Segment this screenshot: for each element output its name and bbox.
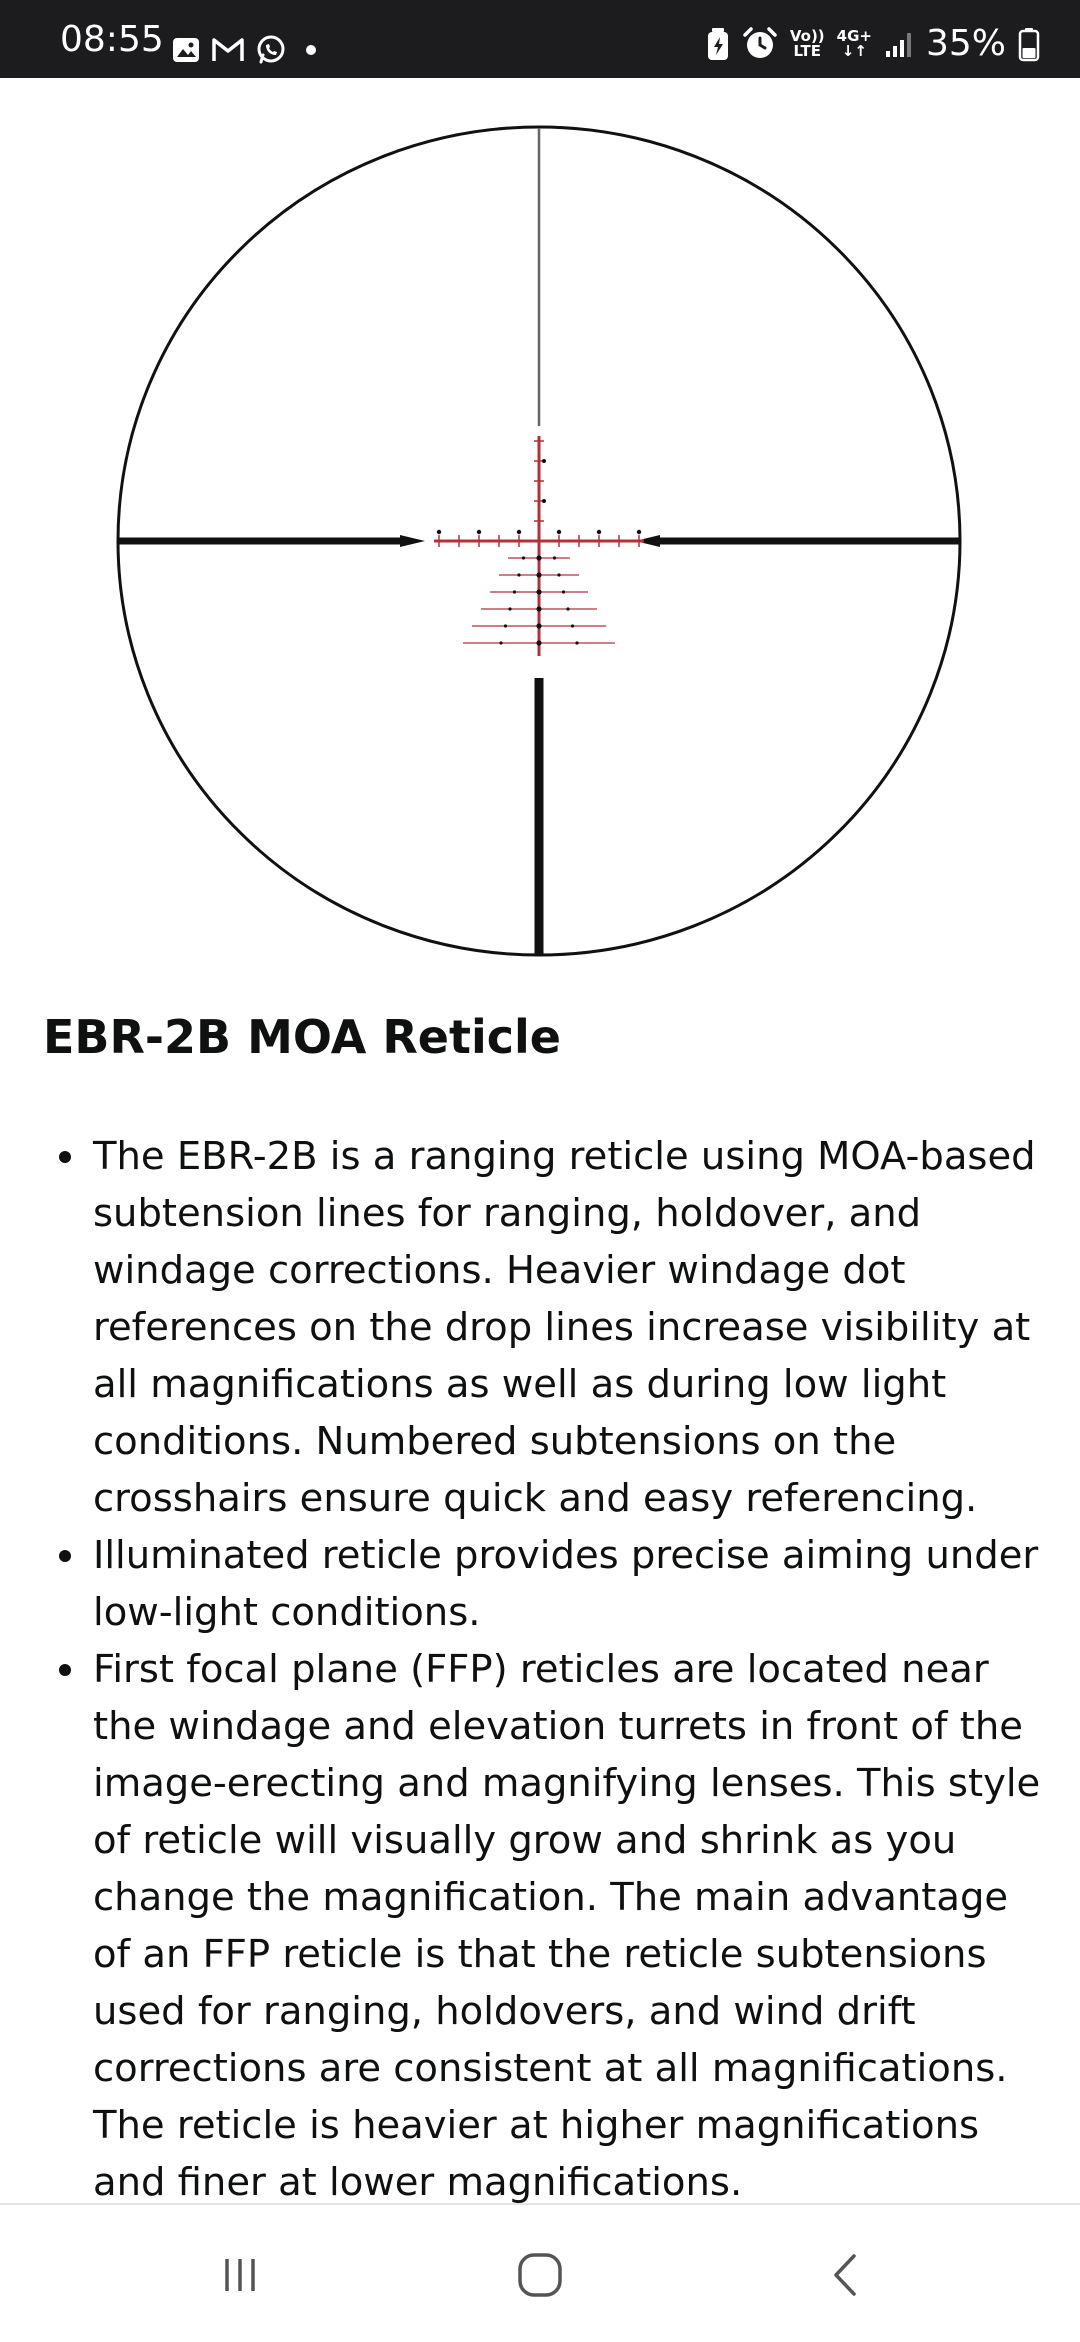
holdover-windage-dot xyxy=(571,624,574,627)
holdover-center-dot xyxy=(536,606,541,611)
image-icon xyxy=(170,34,202,66)
volte-label-top: Vo)) xyxy=(789,27,825,45)
recent-apps-button[interactable] xyxy=(200,2245,280,2305)
home-button[interactable] xyxy=(500,2245,580,2305)
product-description-content[interactable] xyxy=(0,78,1080,2203)
holdover-windage-dot xyxy=(562,590,565,593)
holdover-windage-dot xyxy=(517,573,520,576)
feature-bullet-text: Illuminated reticle provides precise aiming under low-light conditions. xyxy=(93,1533,1039,1635)
back-icon xyxy=(821,2250,871,2300)
gmail-icon xyxy=(210,34,246,66)
4g-data-icon xyxy=(837,29,872,59)
status-time: 08:55 xyxy=(60,19,164,60)
elevation-dot xyxy=(542,499,546,503)
feature-bullet-text: The EBR-2B is a ranging reticle using MOA-based subtension lines for ranging, holdover, and windage corrections. Heavier windage dot references on the drop lines increase visibility at all magnifications as well as during low light conditions. Numbered subtensions on the crosshairs ensure quick and easy referencing. xyxy=(93,1134,1036,1521)
volte-icon xyxy=(790,29,825,59)
windage-dot xyxy=(517,530,521,534)
holdover-windage-dot xyxy=(557,573,560,576)
network-label-top: 4G+ xyxy=(836,27,872,45)
holdover-windage-dot xyxy=(499,641,502,644)
status-bar xyxy=(0,0,1080,78)
feature-bullet xyxy=(43,1641,1043,2203)
holdover-windage-dot xyxy=(575,641,578,644)
holdover-center-dot xyxy=(536,640,541,645)
product-title: EBR-2B MOA Reticle xyxy=(43,1010,561,1064)
battery-saver-icon xyxy=(706,27,730,61)
bullet-dot xyxy=(59,1664,71,1676)
windage-dot xyxy=(477,530,481,534)
holdover-center-dot xyxy=(536,555,541,560)
holdover-windage-dot xyxy=(522,556,525,559)
windage-dot xyxy=(637,530,641,534)
reticle-image xyxy=(110,88,970,988)
notification-dot-icon xyxy=(306,45,316,55)
elevation-dot xyxy=(542,459,546,463)
holdover-windage-dot xyxy=(504,624,507,627)
volte-label-bottom: LTE xyxy=(793,42,822,60)
windage-dot xyxy=(437,530,441,534)
feature-bullet xyxy=(43,1128,1043,1527)
holdover-windage-dot xyxy=(513,590,516,593)
home-icon xyxy=(515,2250,565,2300)
whatsapp-icon xyxy=(254,33,288,67)
battery-percent: 35% xyxy=(925,23,1006,64)
holdover-center-dot xyxy=(536,589,541,594)
feature-bullet-list xyxy=(43,1128,1043,2203)
back-button[interactable] xyxy=(806,2245,886,2305)
windage-dot xyxy=(597,530,601,534)
system-icons xyxy=(706,24,1040,64)
recent-apps-icon xyxy=(215,2250,265,2300)
holdover-center-dot xyxy=(536,623,541,628)
network-label-bottom: ↓↑ xyxy=(841,42,867,60)
bullet-dot xyxy=(59,1151,71,1163)
holdover-windage-dot xyxy=(508,607,511,610)
alarm-icon xyxy=(742,26,778,62)
system-nav-bar xyxy=(0,2203,1080,2342)
reticle-diagram xyxy=(110,88,970,988)
battery-icon xyxy=(1018,26,1040,62)
windage-dot xyxy=(557,530,561,534)
holdover-windage-dot xyxy=(566,607,569,610)
signal-icon xyxy=(884,29,914,59)
notification-icons xyxy=(170,30,316,70)
left-post-tip xyxy=(400,535,425,547)
feature-bullet xyxy=(43,1527,1043,1641)
holdover-windage-dot xyxy=(553,556,556,559)
holdover-center-dot xyxy=(536,572,541,577)
reticle-center-illuminated xyxy=(434,436,644,656)
bullet-dot xyxy=(59,1550,71,1562)
feature-bullet-text: First focal plane (FFP) reticles are located near the windage and elevation turrets in front of the image-erecting and magnifying lenses. This style of reticle will visually grow and shrink as you change the magnification. The main advantage of an FFP reticle is that the reticle subtensions used for ranging, holdovers, and wind drift corrections are consistent at all magnifications. The reticle is heavier at higher magnifications and finer at lower magnifications. xyxy=(93,1647,1041,2203)
